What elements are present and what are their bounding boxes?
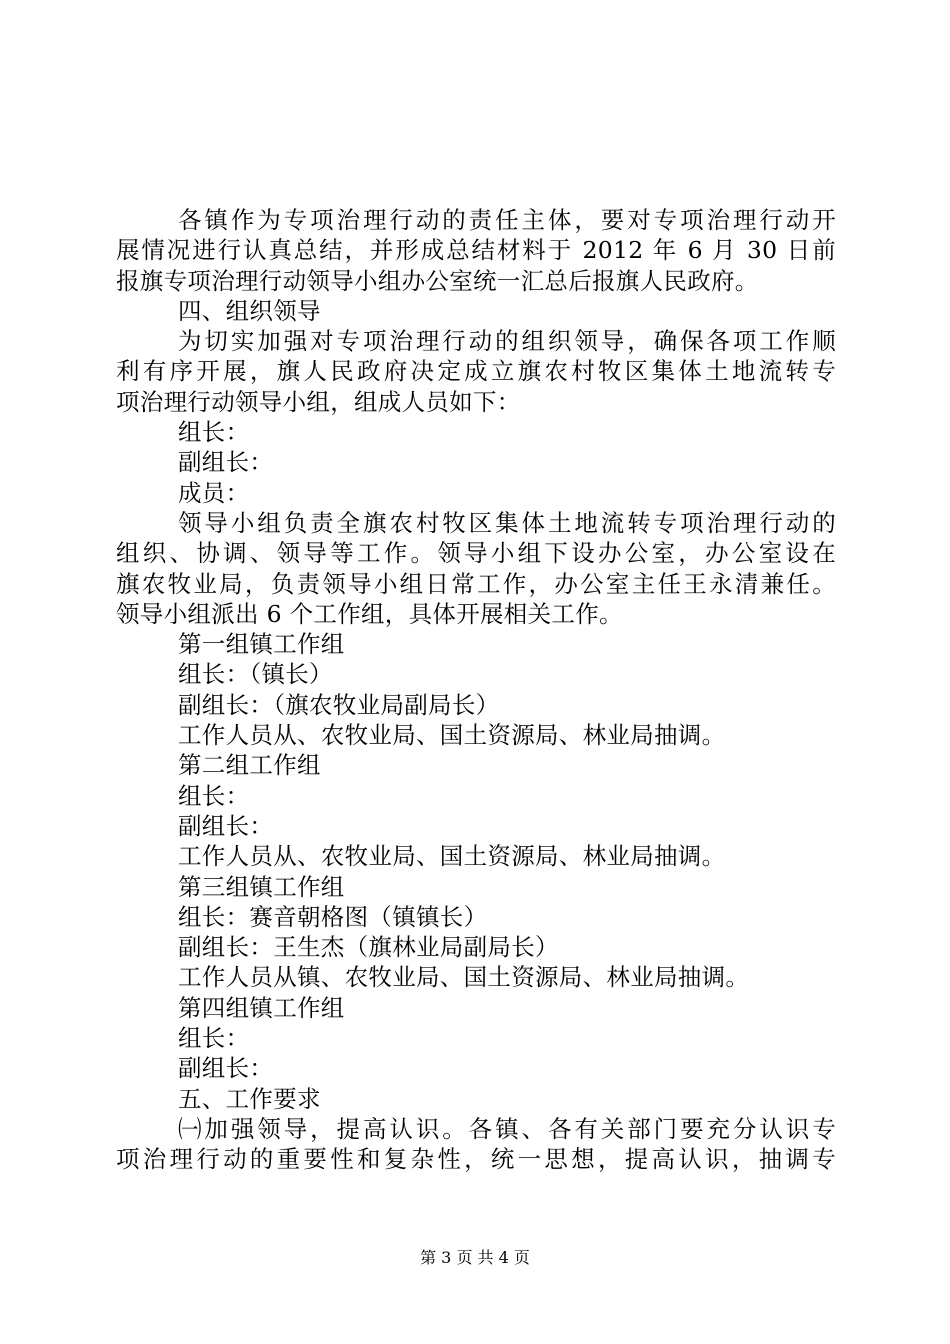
section-heading: 四、组织领导 [178,296,321,325]
list-item: 副组长： [178,811,274,840]
paragraph-line: 领导小组派出 6 个工作组，具体开展相关工作。 [116,599,623,628]
list-item: 组长：赛音朝格图（镇镇长） [178,902,488,931]
list-item: 组长： [178,418,250,447]
list-item: 副组长： [178,448,274,477]
section-heading: 五、工作要求 [178,1084,321,1113]
group-heading: 第三组镇工作组 [178,872,345,901]
list-item: 副组长：（旗农牧业局副局长） [178,690,500,719]
list-item: 工作人员从镇、农牧业局、国土资源局、林业局抽调。 [178,963,750,992]
paragraph-line: 项治理行动领导小组，组成人员如下： [116,387,521,416]
list-item: 工作人员从、农牧业局、国土资源局、林业局抽调。 [178,842,726,871]
paragraph-line: 领导小组负责全旗农村牧区集体土地流转专项治理行动的 [178,508,836,537]
paragraph-line: 利有序开展，旗人民政府决定成立旗农村牧区集体土地流转专 [116,357,836,386]
paragraph-line: 报旗专项治理行动领导小组办公室统一汇总后报旗人民政府。 [116,266,759,295]
document-body [116,205,836,1175]
group-heading: 第四组镇工作组 [178,993,345,1022]
paragraph-line: 各镇作为专项治理行动的责任主体，要对专项治理行动开 [178,206,836,234]
list-item: 副组长： [178,1054,274,1083]
list-item: 组长： [178,1024,250,1053]
list-item: 组长：（镇长） [178,660,333,689]
paragraph-line: 组织、协调、领导等工作。领导小组下设办公室，办公室设在 [116,539,836,568]
group-heading: 第二组工作组 [178,751,321,780]
list-item: 工作人员从、农牧业局、国土资源局、林业局抽调。 [178,721,726,750]
group-heading: 第一组镇工作组 [178,630,345,659]
list-item: 组长： [178,781,250,810]
paragraph-line: 项治理行动的重要性和复杂性，统一思想，提高认识，抽调专 [116,1145,836,1174]
paragraph-line: ㈠加强领导，提高认识。各镇、各有关部门要充分认识专 [178,1114,836,1143]
page-number-footer: 第 3 页 共 4 页 [420,1248,530,1267]
paragraph-line: 为切实加强对专项治理行动的组织领导，确保各项工作顺 [178,327,836,356]
paragraph-line: 旗农牧业局，负责领导小组日常工作，办公室主任王永清兼任。 [116,569,836,598]
list-item: 成员： [178,478,250,507]
list-item: 副组长：王生杰（旗林业局副局长） [178,933,559,962]
paragraph-line: 展情况进行认真总结，并形成总结材料于 2012 年 6 月 30 日前 [116,236,836,265]
